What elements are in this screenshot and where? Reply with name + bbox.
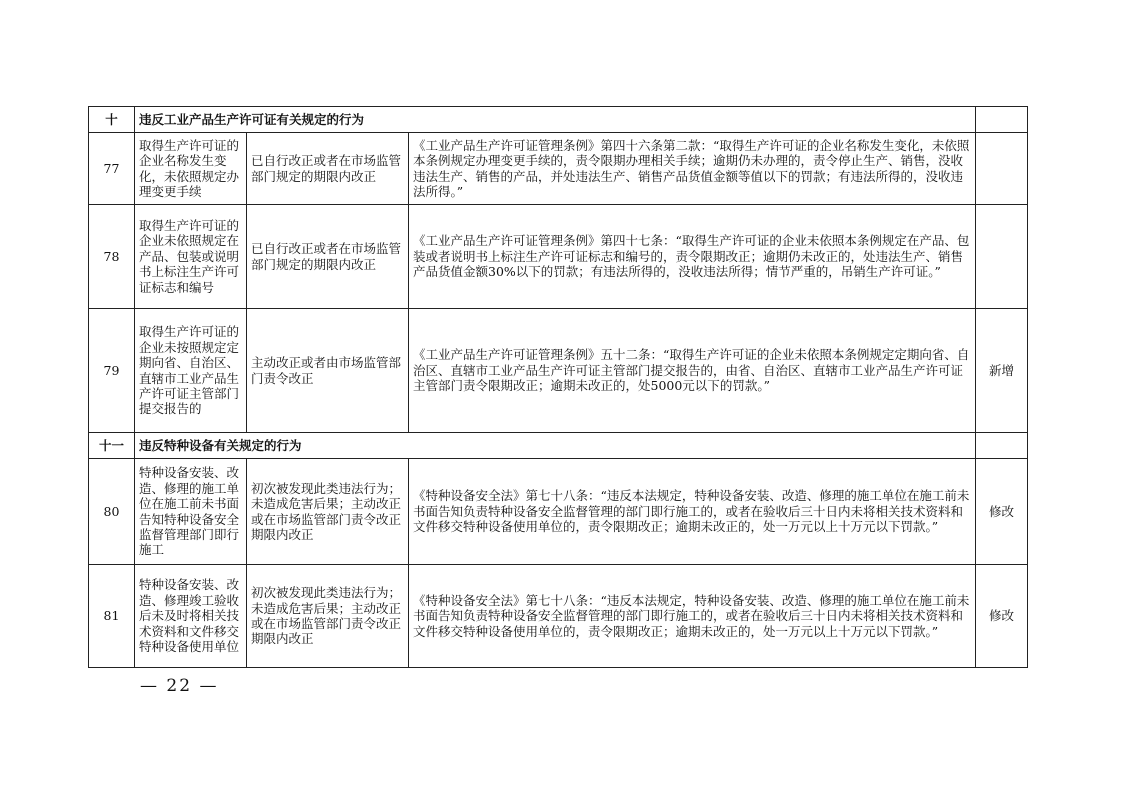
legal-basis-cell: 《工业产品生产许可证管理条例》第四十七条：“取得生产许可证的企业未依照本条例规定在产品、包装或者说明书上标注生产许可证标志和编号的，责令限期改正；逾期仍未改正的，处违法生产、销售产品货值金额30%以下的罚款；有违法所得的，没收违法所得；情节严重的，吊销生产许可证。” — [409, 205, 976, 309]
behavior-cell: 特种设备安装、改造、修理的施工单位在施工前未书面告知特种设备安全监督管理部门即行施工 — [135, 459, 247, 565]
section-title: 违反特种设备有关规定的行为 — [135, 433, 976, 459]
row-number: 81 — [89, 565, 135, 668]
condition-cell: 已自行改正或者在市场监管部门规定的期限内改正 — [247, 133, 409, 205]
section-note-cell — [976, 107, 1028, 133]
condition-cell: 初次被发现此类违法行为；未造成危害后果；主动改正或在市场监管部门责令改正期限内改正 — [247, 565, 409, 668]
behavior-cell: 特种设备安装、改造、修理竣工验收后未及时将相关技术资料和文件移交特种设备使用单位 — [135, 565, 247, 668]
behavior-cell: 取得生产许可证的企业未按照规定定期向省、自治区、直辖市工业产品生产许可证主管部门提交报告的 — [135, 309, 247, 433]
legal-basis-cell: 《特种设备安全法》第七十八条：“违反本法规定，特种设备安装、改造、修理的施工单位在施工前未书面告知负责特种设备安全监督管理的部门即行施工的，或者在验收后三十日内未将相关技术资料和文件移交特种设备使用单位的，责令限期改正；逾期未改正的，处一万元以上十万元以下罚款。” — [409, 565, 976, 668]
row-number: 80 — [89, 459, 135, 565]
table-row — [89, 309, 1028, 433]
legal-basis-cell: 《工业产品生产许可证管理条例》第四十六条第二款：“取得生产许可证的企业名称发生变化，未依照本条例规定办理变更手续的，责令限期办理相关手续；逾期仍未办理的，责令停止生产、销售，没收违法生产、销售的产品，并处违法生产、销售产品货值金额等值以下的罚款；有违法所得的，没收违法所得。” — [409, 133, 976, 205]
section-header-row — [89, 433, 1028, 459]
section-header-row — [89, 107, 1028, 133]
table-row — [89, 565, 1028, 668]
table-row — [89, 133, 1028, 205]
row-number: 77 — [89, 133, 135, 205]
table-row — [89, 459, 1028, 565]
note-cell — [976, 133, 1028, 205]
note-cell: 修改 — [976, 459, 1028, 565]
condition-cell: 初次被发现此类违法行为；未造成危害后果；主动改正或在市场监管部门责令改正期限内改正 — [247, 459, 409, 565]
note-cell: 修改 — [976, 565, 1028, 668]
row-number: 78 — [89, 205, 135, 309]
note-cell: 新增 — [976, 309, 1028, 433]
note-cell — [976, 205, 1028, 309]
row-number: 79 — [89, 309, 135, 433]
legal-basis-cell: 《特种设备安全法》第七十八条：“违反本法规定，特种设备安装、改造、修理的施工单位在施工前未书面告知负责特种设备安全监督管理的部门即行施工的，或者在验收后三十日内未将相关技术资料和文件移交特种设备使用单位的，责令限期改正；逾期未改正的，处一万元以上十万元以下罚款。” — [409, 459, 976, 565]
section-title: 违反工业产品生产许可证有关规定的行为 — [135, 107, 976, 133]
condition-cell: 主动改正或者由市场监管部门责令改正 — [247, 309, 409, 433]
behavior-cell: 取得生产许可证的企业未依照规定在产品、包装或说明书上标注生产许可证标志和编号 — [135, 205, 247, 309]
section-note-cell — [976, 433, 1028, 459]
section-number: 十一 — [89, 433, 135, 459]
section-number: 十 — [89, 107, 135, 133]
behavior-cell: 取得生产许可证的企业名称发生变化，未依照规定办理变更手续 — [135, 133, 247, 205]
legal-basis-cell: 《工业产品生产许可证管理条例》五十二条：“取得生产许可证的企业未依照本条例规定定期向省、自治区、直辖市工业产品生产许可证主管部门提交报告的，由省、自治区、直辖市工业产品生产许可证主管部门责令限期改正；逾期未改正的，处5000元以下的罚款。” — [409, 309, 976, 433]
condition-cell: 已自行改正或者在市场监管部门规定的期限内改正 — [247, 205, 409, 309]
table-row — [89, 205, 1028, 309]
page-number: — 22 — — [140, 676, 219, 696]
regulation-table — [88, 106, 1028, 668]
